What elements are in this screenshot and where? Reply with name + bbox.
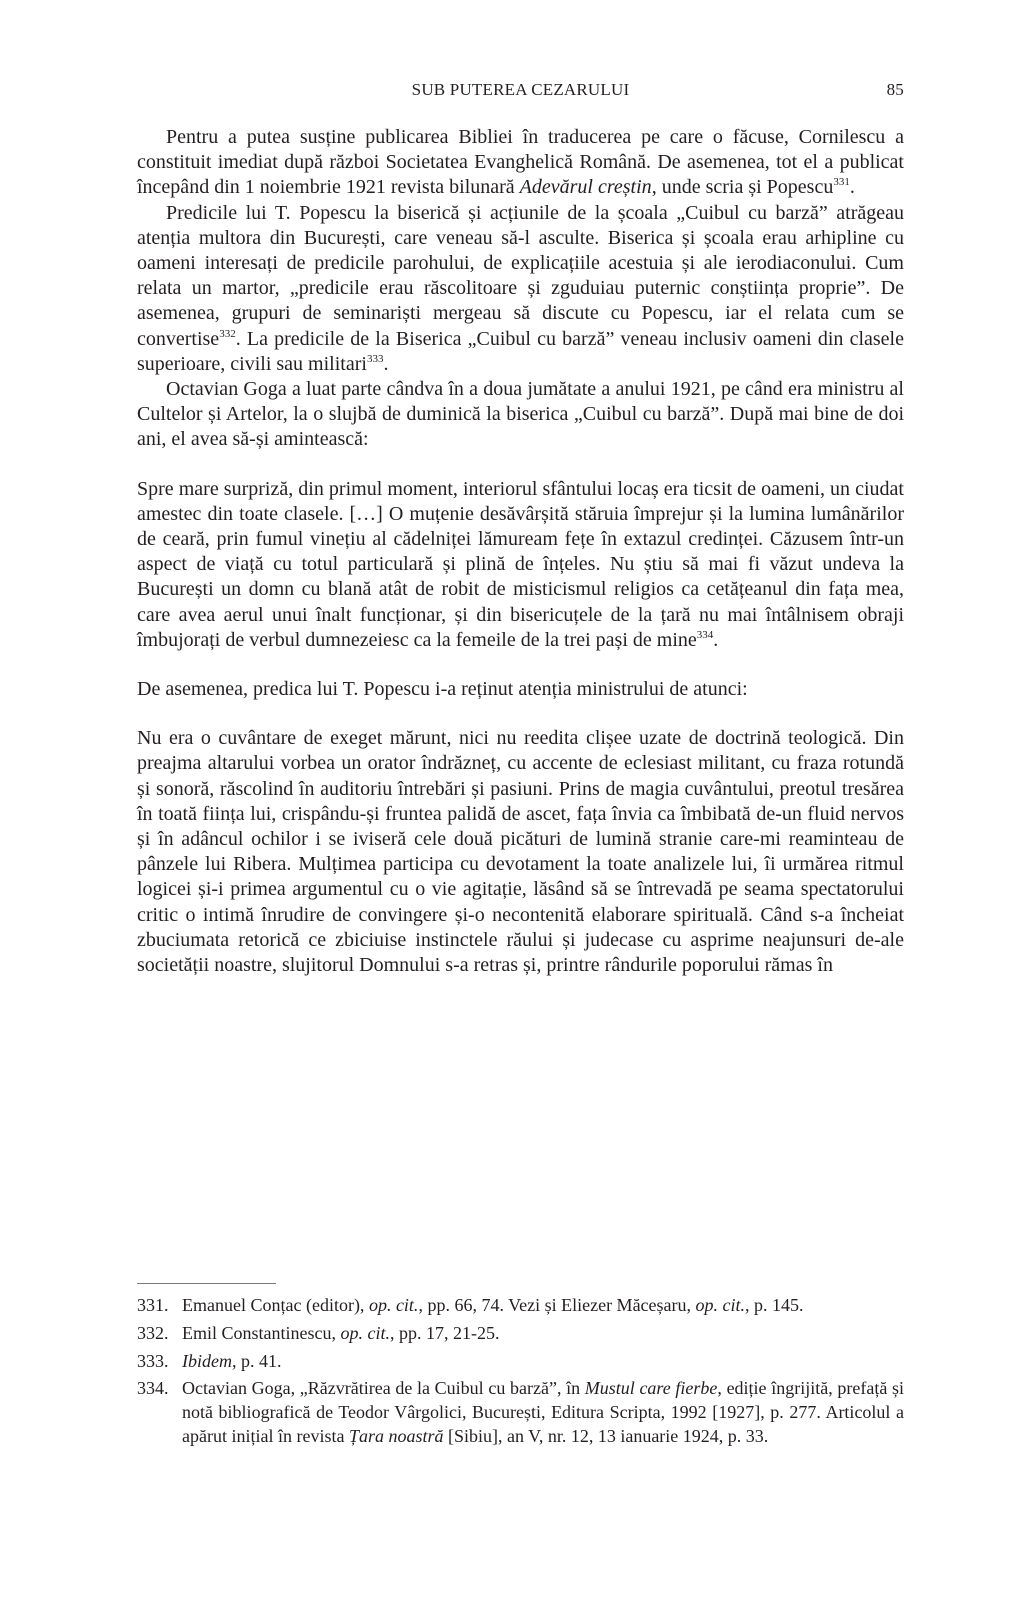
block-quote-2: Nu era o cuvântare de exeget mărunt, nici nu reedita clișee uzate de doctrină teologică. Din preajma altarului vorbea un orator îndrăzneț, cu accente de eclesiast militant, cu fraza rotundă și sonoră, răscolind în auditoriu întrebări și pasiuni. Prins de magia cuvântului, preotul tresărea în toată ființa lui, crispându-și fruntea palidă de ascet, fața învia ca îmbibată de-un fluid nervos și în adâncul ochilor i se iviseră cele două picături de lumină stranie care-mi reaminteau de pânzele lui Ribera. Mulțimea participa cu devotament la toate analizele lui, îi urmărea ritmul logicei și-i primea argumentul cu o vie agitație, lăsând să se întrevadă pe seama spectatorului critic o intimă înrudire de convingere și-o necontenită elaborare spirituală. Când s-a încheiat zbuciumata retorică ce zbiciuise instinctele răului și judecase cu asprime neajunsuri de-ale societății noastre, slujitorul Domnului s-a retras și, printre rândurile poporului rămas în bbox=[137, 727, 904, 977]
footnote-number: 334. bbox=[137, 1378, 169, 1399]
footnote-number: 332. bbox=[137, 1322, 169, 1343]
footnote-number: 331. bbox=[137, 1295, 169, 1315]
footnote-number: 333. bbox=[137, 1350, 169, 1371]
body-text bbox=[137, 125, 904, 978]
footnotes bbox=[137, 1294, 904, 1453]
running-title: SUB PUTEREA CEZARULUI bbox=[411, 80, 630, 99]
paragraph-2: Predicile lui T. Popescu la biserică și acțiunile de la școala „Cuibul cu barză” atrăgeau atenția multora din București, care veneau să-l asculte. Biserica și școala erau arhipline cu oameni interesați de predicile parohului, de explicațiile acestuia și ale ierodiaconului. Cum relata un martor, „predicile erau răscolitoare și zguduiau puternic conștiința proprie”. De asemenea, grupuri de seminariști mergeau să discute cu Popescu, iar el relata cum se convertise$^{332}$. La predicile de la Biserica „Cuibul cu barză” veneau inclusiv oameni din clasele superioare, civili sau militari$^{333}$. bbox=[137, 201, 904, 375]
spacer bbox=[137, 453, 904, 477]
footnote-ref-334[interactable]: 334 bbox=[696, 628, 714, 641]
footnote-ref-331[interactable]: 331 bbox=[833, 176, 850, 189]
block-quote-1: Spre mare surpriză, din primul moment, interiorul sfântului locaș era ticsit de oameni, un ciudat amestec din toate clasele. […] O muțenie desăvârșită stăruia împrejur și la lumina lumânărilor de ceară, prin fumul vinețiu al cădelniței lămuream fețe în extazul credinței. Căzusem într-un aspect de viață cu totul particulară și plină de înțeles. Nu știu să mai fi văzut undeva la București un domn cu blană atât de robit de misticismul religios ca cetățeanul din fața mea, care avea aerul unui înalt funcționar, și din bisericuțele de la țară nu mai întâlnisem obraji îmbujorați de verbul dumnezeiesc ca la femeile de la trei pași de mine$^{334}$. bbox=[137, 477, 904, 651]
footnote-separator bbox=[137, 1283, 276, 1284]
paragraph-4: De asemenea, predica lui T. Popescu i-a reținut atenția ministrului de atunci: bbox=[137, 678, 748, 701]
footnote-334: 334. Octavian Goga, „Răzvrătirea de la Cuibul cu barză”, în Mustul care fierbe, ediție îngrijită, prefață și notă bibliografică de Teodor Vârgolici, București, Editura Scripta, 1992 [1927], p. 277. Articolul a apărut inițial în revista Țara noastră [Sibiu], an V, nr. 12, 13 ianuarie 1924, p. 33. bbox=[137, 1378, 904, 1446]
footnote-331: 331. Emanuel Conțac (editor), op. cit., pp. 66, 74. Vezi și Eliezer Măceșaru, op. cit., p. 145. bbox=[137, 1294, 904, 1318]
page-number: 85 bbox=[886, 80, 904, 99]
footnote-ref-333[interactable]: 333 bbox=[366, 352, 384, 365]
paragraph-3: Octavian Goga a luat parte cândva în a doua jumătate a anului 1921, pe când era ministru al Cultelor și Artelor, la o slujbă de duminică la biserica „Cuibul cu barză”. După mai bine de doi ani, el avea să-și amintească: bbox=[137, 378, 904, 451]
spacer bbox=[137, 653, 904, 677]
footnote-333: 333. Ibidem, p. 41. bbox=[137, 1350, 904, 1374]
spacer bbox=[137, 702, 904, 726]
running-head bbox=[137, 80, 904, 106]
paragraph-1: Pentru a putea susține publicarea Bibliei în traducerea pe care o făcuse, Cornilescu a constituit imediat după război Societatea Evanghelică Română. De asemenea, tot el a publicat începând din 1 noiembrie 1921 revista bilunară Adevărul creștin, unde scria și Popescu$^{331}$. bbox=[137, 126, 904, 199]
periodical-title: Adevărul creștin bbox=[519, 176, 652, 199]
footnote-ref-332[interactable]: 332 bbox=[219, 327, 236, 340]
footnote-332: 332. Emil Constantinescu, op. cit., pp. 17, 21-25. bbox=[137, 1322, 904, 1346]
